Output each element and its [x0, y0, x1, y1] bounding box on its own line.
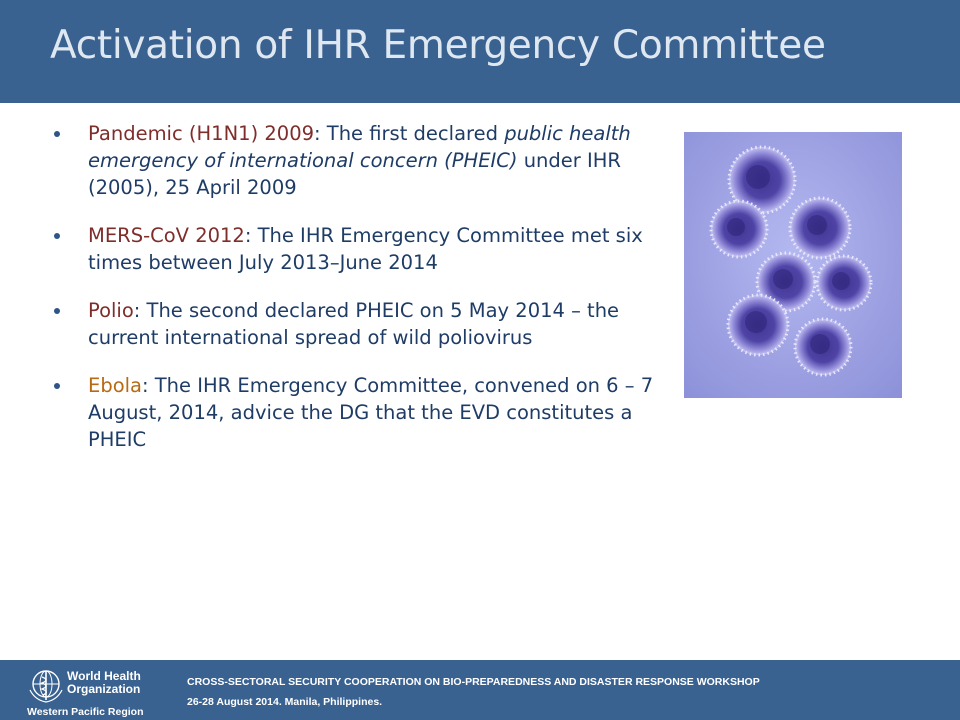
bullet-label-polio: Polio — [88, 299, 134, 322]
bullet-ebola — [54, 372, 674, 453]
bullet-text-polio: : The second declared PHEIC on 5 May 2014 – the current international spread of wild poliovirus — [88, 299, 620, 349]
slide-title: Activation of IHR Emergency Committee — [50, 23, 826, 68]
virus-micrograph-icon — [684, 132, 902, 398]
bullet-label-ebola: Ebola — [88, 374, 142, 397]
bullet-text-h1n1-b: under IHR (2005), 25 April 2009 — [88, 149, 621, 199]
bullet-dot — [54, 308, 60, 314]
who-region: Western Pacific Region — [27, 706, 144, 718]
bullet-italic-pheic: public health emergency of international concern (PHEIC) — [88, 122, 631, 172]
bullet-dot — [54, 233, 60, 239]
bullet-polio — [54, 297, 674, 351]
who-wordmark — [67, 670, 141, 696]
bullet-label-h1n1: Pandemic (H1N1) 2009 — [88, 122, 315, 145]
footer-event-title: CROSS-SECTORAL SECURITY COOPERATION ON BIO-PREPAREDNESS AND DISASTER RESPONSE WORKSHOP — [187, 676, 760, 688]
bullet-label-mers: MERS-CoV 2012 — [88, 224, 245, 247]
who-logo — [27, 668, 157, 720]
who-name-line1: World Health — [67, 669, 141, 683]
bullet-mers — [54, 222, 674, 276]
footer-event-date: 26-28 August 2014. Manila, Philippines. — [187, 696, 383, 708]
bullet-dot — [54, 383, 60, 389]
bullet-h1n1 — [54, 120, 674, 201]
bullet-text-ebola: : The IHR Emergency Committee, convened on 6 – 7 August, 2014, advice the DG that the EVD constitutes a PHEIC — [88, 374, 654, 451]
bullet-list — [54, 120, 674, 474]
bullet-dot — [54, 131, 60, 137]
title-bar — [0, 0, 960, 103]
bullet-text-h1n1-a: : The first declared — [314, 122, 505, 145]
footer-bar — [0, 660, 960, 720]
bullet-text-mers: : The IHR Emergency Committee met six times between July 2013–June 2014 — [88, 224, 643, 274]
who-name-line2: Organization — [67, 682, 141, 696]
who-emblem-icon — [27, 668, 65, 704]
